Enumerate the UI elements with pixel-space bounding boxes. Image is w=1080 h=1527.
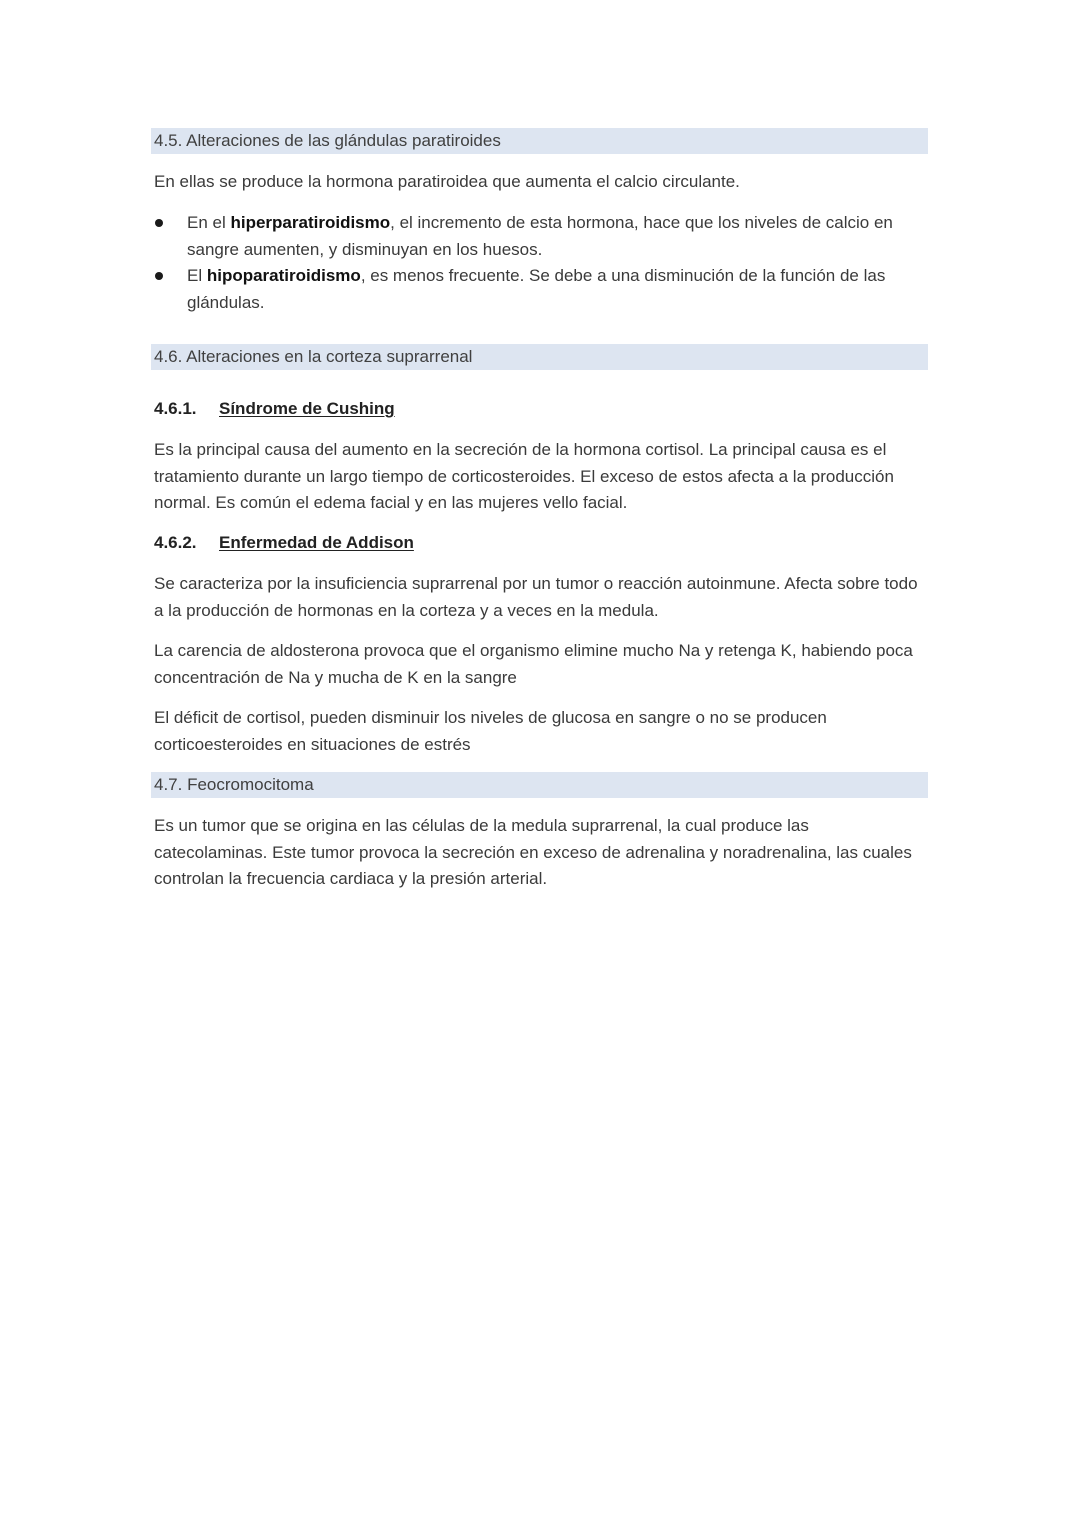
bullet-prefix: El — [187, 266, 207, 285]
bullet-hiperparatiroidismo — [154, 210, 926, 263]
section-heading-4-6: 4.6. Alteraciones en la corteza suprarrenal — [151, 344, 928, 370]
subheading-4-6-1 — [154, 396, 395, 422]
bullet-text: , el incremento de esta hormona, hace que los niveles de calcio en sangre aumenten, y disminuyan en los huesos. — [187, 213, 893, 259]
subheading-title: Síndrome de Cushing — [219, 399, 395, 418]
bullet-term: hipoparatiroidismo — [206, 266, 361, 285]
section-heading-4-7: 4.7. Feocromocitoma — [151, 772, 928, 798]
bullet-term: hiperparatiroidismo — [230, 213, 391, 232]
addison-paragraph-3: El déficit de cortisol, pueden disminuir los niveles de glucosa en sangre o no se producen corticoesteroides en situaciones de estrés — [154, 708, 827, 754]
subheading-4-6-2 — [154, 530, 414, 556]
paratiroides-bullet-list — [154, 210, 926, 316]
section-heading-4-5: 4.5. Alteraciones de las glándulas paratiroides — [151, 128, 928, 154]
bullet-dot-icon — [155, 219, 163, 227]
bullet-dot-icon — [155, 272, 163, 280]
bullet-text: , es menos frecuente. Se debe a una disminución de la función de las glándulas. — [187, 266, 886, 312]
subheading-number: 4.6.2. — [154, 533, 197, 552]
subheading-title: Enfermedad de Addison — [219, 533, 414, 552]
feocromocitoma-paragraph: Es un tumor que se origina en las células de la medula suprarrenal, la cual produce las catecolaminas. Este tumor provoca la secreción en exceso de adrenalina y noradrenalina, las cuales controlan la frecuencia cardiaca y la presión arterial. — [154, 816, 912, 888]
bullet-hipoparatiroidismo — [154, 263, 926, 316]
cushing-paragraph: Es la principal causa del aumento en la secreción de la hormona cortisol. La principal causa es el tratamiento durante un largo tiempo de corticosteroides. El exceso de estos afecta a la producción normal. Es común el edema facial y en las mujeres vello facial. — [154, 440, 894, 512]
addison-paragraph-1: Se caracteriza por la insuficiencia suprarrenal por un tumor o reacción autoinmune. Afecta sobre todo a la producción de hormonas en la corteza y a veces en la medula. — [154, 574, 918, 620]
subheading-number: 4.6.1. — [154, 399, 197, 418]
addison-paragraph-2: La carencia de aldosterona provoca que el organismo elimine mucho Na y retenga K, habiendo poca concentración de Na y mucha de K en la sangre — [154, 641, 913, 687]
bullet-prefix: En el — [187, 213, 231, 232]
section-4-5-intro: En ellas se produce la hormona paratiroidea que aumenta el calcio circulante. — [154, 172, 740, 191]
